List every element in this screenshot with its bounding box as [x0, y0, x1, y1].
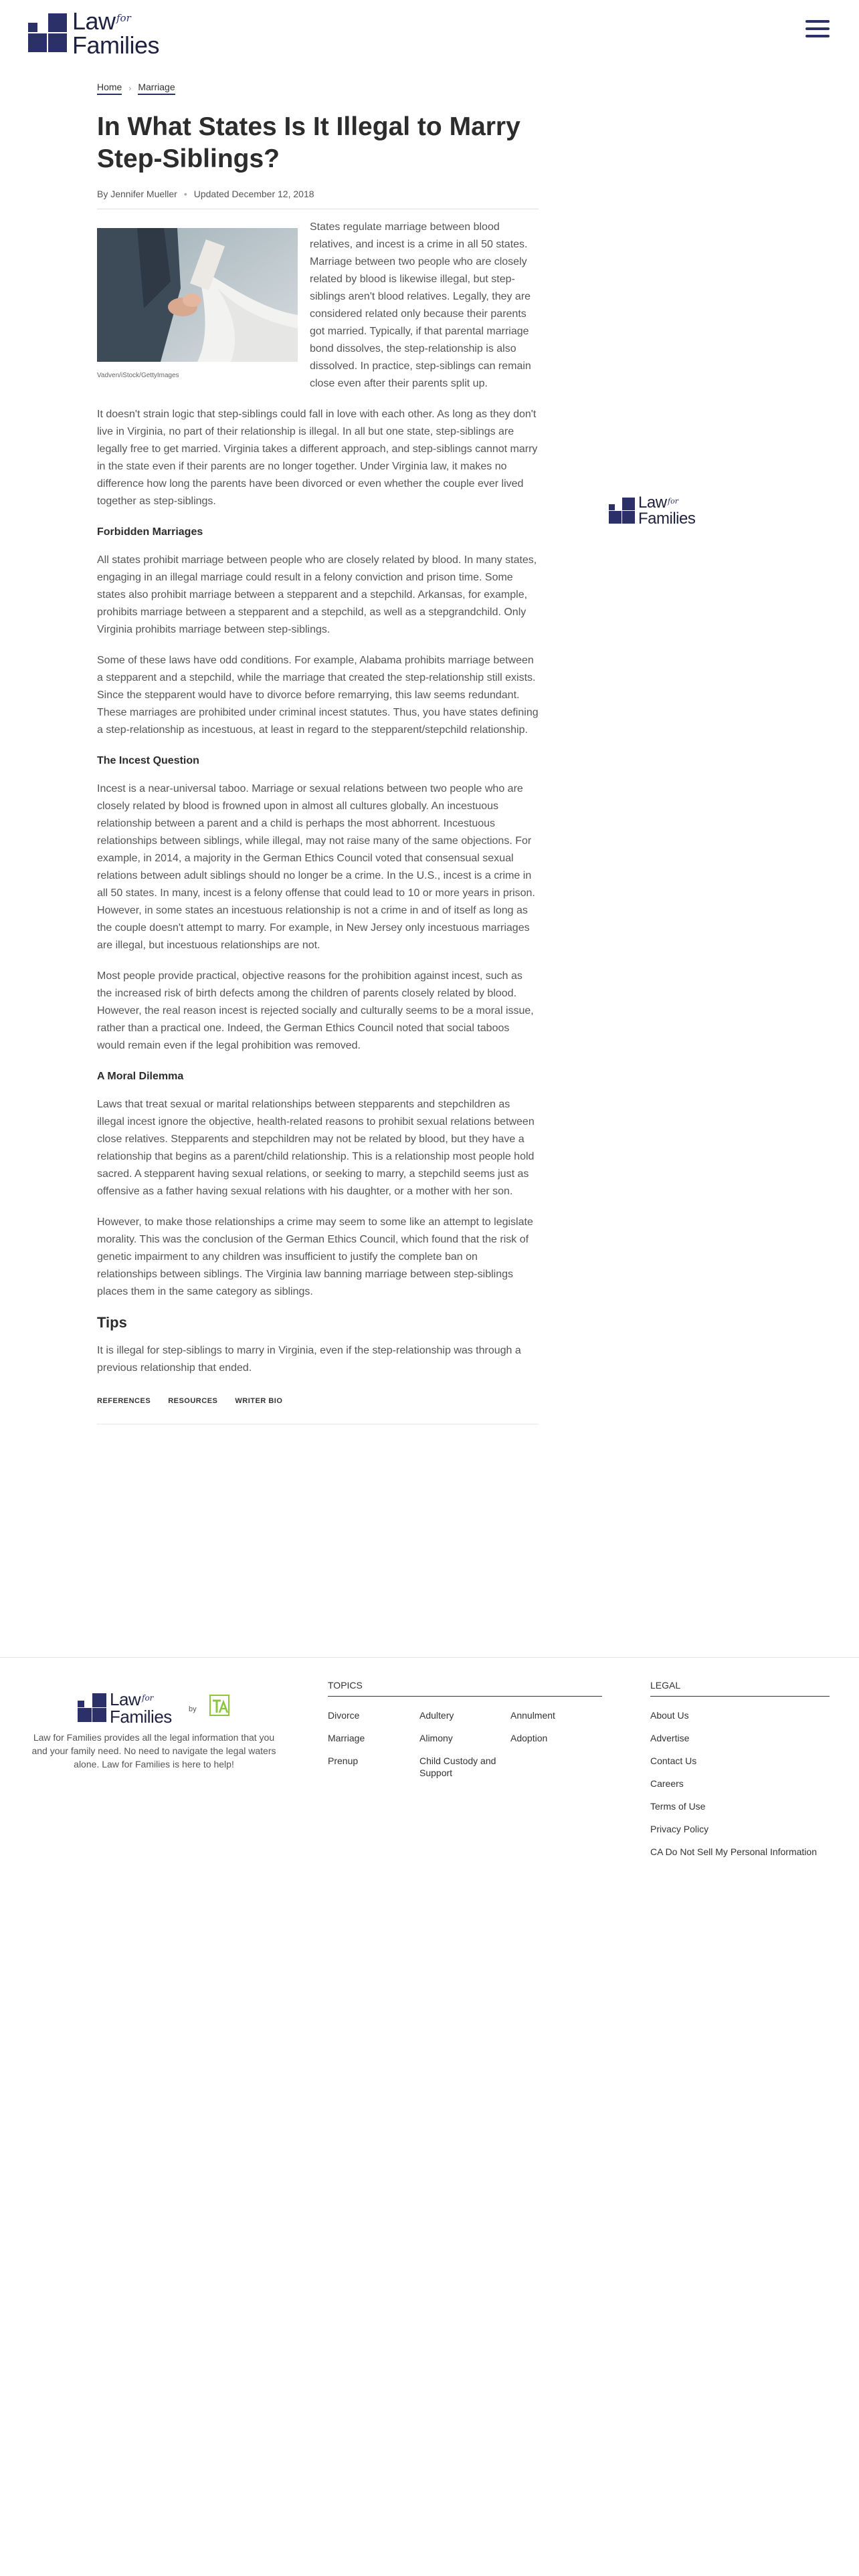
footer-description: Law for Families provides all the legal information that you and your family need. No need to navigate the legal waters alone. Law for Families is here to help! [31, 1732, 276, 1769]
paragraph: However, to make those relationships a crime may seem to some like an attempt to legislate morality. This was the conclusion of the German Ethics Council, which found that the risk of genetic impairment to any children was insufficient to justify the complete ban on relationships between siblings. The Virginia law banning marriage between step-siblings places them in the same category as siblings. [97, 1216, 533, 1297]
footer-legal-link[interactable]: Careers [650, 1778, 684, 1789]
footer-legal-link[interactable]: Terms of Use [650, 1801, 706, 1812]
footer-topic-link[interactable]: Alimony [419, 1733, 453, 1743]
paragraph: All states prohibit marriage between people who are closely related by blood. In many states, engaging in an illegal marriage could result in a felony conviction and prison time. Some states also prohibit marriage between a stepparent and a stepchild. Arkansas, for example, prohibits marriage between a stepparent and a stepchild, as well as a stepgrandchild. Only Virginia prohibits marriage between step-siblings. [97, 554, 537, 635]
footer-topic-link[interactable]: Adultery [419, 1710, 454, 1721]
logo-word-for: for [668, 497, 678, 506]
footer-topic-link[interactable]: Divorce [328, 1710, 360, 1721]
image-caption: Vadven/iStock/GettyImages [97, 372, 179, 379]
article-body [97, 219, 539, 1377]
logo-word-families: Families [72, 31, 160, 59]
article-figure [97, 228, 298, 385]
footer-logo[interactable] [78, 1691, 172, 1725]
article-tabs [97, 1397, 539, 1424]
paragraph: Incest is a near-universal taboo. Marriage or sexual relations between two people who are closely related by blood is frowned upon in almost all cultures globally. An incestuous relationship between a parent and a child is perhaps the most abhorrent. Incestuous relationships between siblings, while illegal, may not raise many of the same objections. For example, in 2014, a majority in the German Ethics Council voted that consensual sexual relations between adult siblings should no longer be a crime. In the U.S., incest is a crime in all 50 states. In many, incest is a felony offense that could lead to 10 or more years in prison. However, in some states an incestuous relationship is not a crime in and of itself as long as the couple doesn't attempt to marry. For example, in New Jersey only incestuous marriages are illegal, but incestuous relationships are not. [97, 783, 535, 951]
bullet-separator: • [183, 189, 187, 199]
footer-topic-link[interactable]: Prenup [328, 1755, 359, 1766]
footer-topic-link[interactable]: Adoption [510, 1733, 548, 1743]
footer-topic-link[interactable]: Annulment [510, 1710, 555, 1721]
logo-word-law: Law [72, 7, 116, 35]
site-logo[interactable] [28, 9, 159, 58]
updated-date: Updated December 12, 2018 [193, 189, 314, 199]
paragraph: It doesn't strain logic that step-siblings could fall in love with each other. As long as they don't live in Virginia, no part of their relationship is illegal. In all but one state, step-siblings are legally free to get married. Virginia takes a different approach, and step-siblings cannot marry in the state even if their parents are no longer together. Under Virginia law, it makes no difference how long the parents have been divorced or even whether the couple ever lived together as step-siblings. [97, 409, 538, 507]
logo-word-families: Families [110, 1707, 172, 1727]
byline [97, 189, 539, 199]
logo-squares-icon [28, 13, 68, 53]
logo-word-law: Law [638, 494, 667, 512]
site-header [0, 0, 859, 62]
chevron-right-icon: › [128, 84, 132, 93]
logo-word-law: Law [110, 1689, 141, 1709]
topics-heading: TOPICS [328, 1680, 602, 1697]
logo-word-families: Families [638, 510, 696, 528]
tab-resources[interactable]: RESOURCES [168, 1397, 218, 1405]
section-heading: Forbidden Marriages [97, 526, 203, 538]
footer-legal-link[interactable]: Contact Us [650, 1755, 697, 1766]
paragraph: States regulate marriage between blood relatives, and incest is a crime in all 50 states. Marriage between two people who are closely related by blood is likewise illegal, but step-siblings aren't blood relatives. Legally, they are considered related only because their parents got married. Typically, if that parental marriage bond dissolves, the step-relationship is also dissolved. In practice, step-siblings can remain close even after their parents split up. [310, 221, 531, 389]
tab-writer-bio[interactable]: WRITER BIO [235, 1397, 283, 1405]
footer-topic-link[interactable]: Marriage [328, 1733, 365, 1743]
footer-by-text: by [189, 1705, 197, 1713]
article [97, 80, 539, 1424]
divider [0, 1657, 859, 1658]
logo-word-for: for [142, 1693, 154, 1703]
tips-text: It is illegal for step-siblings to marry in Virginia, even if the step-relationship was through a previous relationship that ended. [97, 1345, 521, 1374]
footer-topic-link[interactable]: Child Custody and Support [419, 1755, 496, 1778]
tips-heading: Tips [97, 1314, 127, 1331]
ta-logo-icon[interactable] [209, 1694, 230, 1717]
author-name[interactable]: By Jennifer Mueller [97, 189, 177, 199]
legal-heading: LEGAL [650, 1680, 830, 1697]
section-heading: A Moral Dilemma [97, 1071, 184, 1082]
paragraph: Laws that treat sexual or marital relationships between stepparents and stepchildren as illegal incest ignore the objective, health-related reasons to prohibit sexual relations between close relatives. Stepparents and stepchildren may not be related by blood, but they have a relationship that begins as a parent/child relationship. This is a relationship most people hold sacred. A stepparent having sexual relations, or seeking to marry, a stepchild seems just as offensive as a father having sexual relations with his daughter, or a mother with her son. [97, 1099, 535, 1197]
sidebar-logo[interactable] [609, 495, 695, 527]
footer-legal-link[interactable]: Privacy Policy [650, 1824, 709, 1834]
footer-legal-link[interactable]: About Us [650, 1710, 689, 1721]
paragraph: Most people provide practical, objective reasons for the prohibition against incest, such as the increased risk of birth defects among the children of parents closely related by blood. However, the real reason incest is rejected socially and culturally seems to be a moral issue, rather than a practical one. Indeed, the German Ethics Council noted that social taboos would remain even if the legal prohibition was removed. [97, 970, 534, 1051]
tab-references[interactable]: REFERENCES [97, 1397, 151, 1405]
paragraph: Some of these laws have odd conditions. For example, Alabama prohibits marriage between a stepparent and a stepchild, while the marriage that created the step-relationship still exists. Since the stepparent would have to divorce before remarrying, this law seems redundant. These marriages are prohibited under criminal incest statutes. Thus, you have states defining a step-relationship as incestuous, at least in regard to the stepparent/stepchild relationship. [97, 655, 539, 736]
couple-holding-hands-image [97, 228, 298, 362]
breadcrumb-home-link[interactable]: Home [97, 82, 122, 95]
footer-legal-link[interactable]: Advertise [650, 1733, 690, 1743]
logo-squares-icon [78, 1693, 107, 1723]
footer-legal-link[interactable]: CA Do Not Sell My Personal Information [650, 1846, 817, 1857]
breadcrumb-marriage-link[interactable]: Marriage [138, 82, 175, 95]
site-footer [0, 1657, 859, 1871]
page-title: In What States Is It Illegal to Marry Step-Siblings? [97, 112, 520, 173]
logo-word-for: for [116, 12, 131, 24]
section-heading: The Incest Question [97, 755, 199, 766]
hamburger-menu-icon[interactable] [805, 20, 830, 39]
logo-squares-icon [609, 498, 636, 524]
breadcrumb [97, 80, 539, 96]
